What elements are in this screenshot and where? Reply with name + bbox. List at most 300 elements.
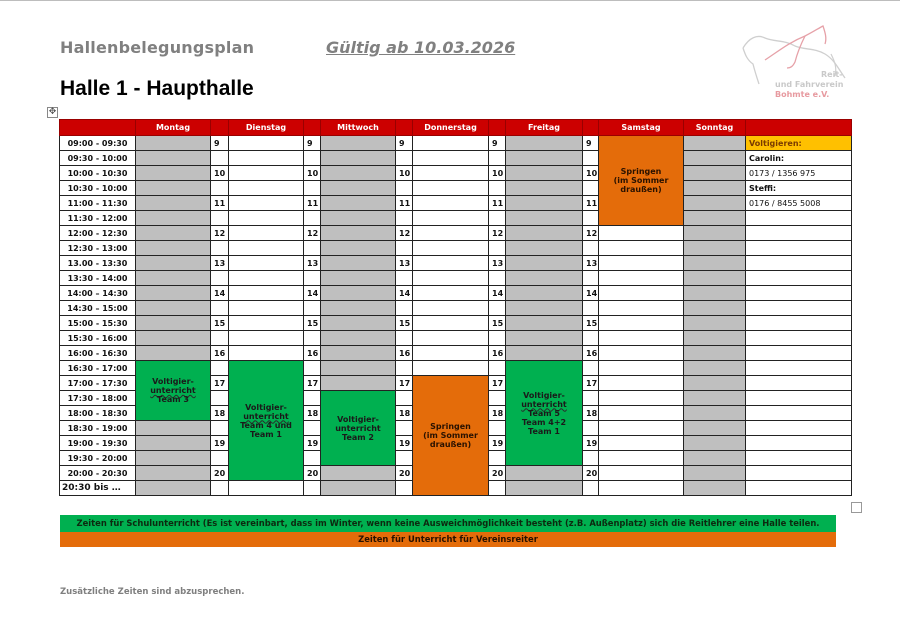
mittwoch-cell[interactable]	[321, 241, 396, 256]
freitag-cell[interactable]	[506, 166, 583, 181]
table-row	[60, 301, 852, 316]
block-line: unterricht	[150, 386, 196, 395]
mittwoch-cell[interactable]	[321, 136, 396, 151]
hour-mark: 19	[396, 436, 413, 451]
freitag-cell[interactable]	[506, 271, 583, 286]
info-cell	[746, 436, 852, 451]
dienstag-cell[interactable]	[229, 346, 304, 361]
hour-mark: 15	[211, 316, 229, 331]
sonntag-cell[interactable]	[684, 256, 746, 271]
freitag-voltigieren-block[interactable]	[506, 361, 583, 466]
hour-mark: 10	[211, 166, 229, 181]
samstag-cell[interactable]	[599, 406, 684, 421]
donnerstag-cell[interactable]	[413, 226, 489, 241]
freitag-cell[interactable]	[506, 256, 583, 271]
mittwoch-cell[interactable]	[321, 331, 396, 346]
sonntag-cell[interactable]	[684, 421, 746, 436]
hour-mark	[304, 211, 321, 226]
dienstag-cell[interactable]	[229, 241, 304, 256]
dienstag-cell[interactable]	[229, 271, 304, 286]
hour-mark: 18	[211, 406, 229, 421]
samstag-cell[interactable]	[599, 346, 684, 361]
info-cell	[746, 316, 852, 331]
info-cell	[746, 361, 852, 376]
block-line: unterricht	[521, 399, 567, 409]
sonntag-cell[interactable]	[684, 481, 746, 496]
hour-mark	[396, 151, 413, 166]
document-title: Hallenbelegungsplan	[60, 38, 255, 57]
montag-cell[interactable]	[136, 286, 211, 301]
time-slot: 10:30 - 10:00	[60, 181, 136, 196]
donnerstag-cell[interactable]	[413, 196, 489, 211]
day-header-dienstag: Dienstag	[229, 120, 304, 136]
block-line: Voltigier-	[245, 402, 287, 412]
freitag-cell[interactable]	[506, 481, 583, 496]
montag-cell[interactable]	[136, 301, 211, 316]
hour-mark	[211, 451, 229, 466]
montag-cell[interactable]	[136, 151, 211, 166]
hour-mark: 10	[396, 166, 413, 181]
donnerstag-cell[interactable]	[413, 166, 489, 181]
header-spacer	[489, 120, 506, 136]
hour-mark	[489, 361, 506, 376]
freitag-cell[interactable]	[506, 301, 583, 316]
hour-mark	[211, 481, 229, 496]
donnerstag-cell[interactable]	[413, 301, 489, 316]
donnerstag-cell[interactable]	[413, 271, 489, 286]
time-slot: 17:30 - 18:00	[60, 391, 136, 406]
block-line: Springen	[620, 167, 662, 176]
mittwoch-cell[interactable]	[321, 256, 396, 271]
sonntag-cell[interactable]	[684, 301, 746, 316]
samstag-springen-block[interactable]	[599, 136, 684, 226]
hour-mark	[304, 301, 321, 316]
hour-mark: 14	[489, 286, 506, 301]
info-cell	[746, 451, 852, 466]
hour-mark: 16	[304, 346, 321, 361]
freitag-cell[interactable]	[506, 151, 583, 166]
samstag-cell[interactable]	[599, 421, 684, 436]
samstag-cell[interactable]	[599, 331, 684, 346]
hour-mark	[211, 151, 229, 166]
hour-mark: 19	[489, 436, 506, 451]
time-slot: 18:00 - 18:30	[60, 406, 136, 421]
hour-mark	[489, 391, 506, 406]
time-slot: 19:30 - 20:00	[60, 451, 136, 466]
mittwoch-cell[interactable]	[321, 361, 396, 376]
hour-mark	[211, 271, 229, 286]
hour-mark	[489, 271, 506, 286]
freitag-cell[interactable]	[506, 181, 583, 196]
time-slot: 18:30 - 19:00	[60, 421, 136, 436]
table-row	[60, 181, 852, 196]
header-empty	[60, 120, 136, 136]
info-cell	[746, 211, 852, 226]
time-slot: 13.00 - 13:30	[60, 256, 136, 271]
time-slot: 14:00 – 14:30	[60, 286, 136, 301]
sonntag-cell[interactable]	[684, 166, 746, 181]
time-slot: 09:00 - 09:30	[60, 136, 136, 151]
hour-mark: 20	[396, 466, 413, 481]
table-row	[60, 361, 852, 376]
hour-mark	[489, 301, 506, 316]
donnerstag-cell[interactable]	[413, 316, 489, 331]
hour-mark: 11	[583, 196, 599, 211]
donnerstag-cell[interactable]	[413, 256, 489, 271]
samstag-cell[interactable]	[599, 241, 684, 256]
time-slot: 20:30 bis …	[60, 481, 136, 496]
montag-cell[interactable]	[136, 226, 211, 241]
legend-club-lessons: Zeiten für Unterricht für Vereinsreiter	[60, 532, 836, 547]
mittwoch-voltigieren-block[interactable]	[321, 391, 396, 466]
time-slot: 12:30 - 13:00	[60, 241, 136, 256]
hour-mark: 10	[583, 166, 599, 181]
montag-cell[interactable]	[136, 256, 211, 271]
block-line: Voltigier-	[152, 377, 194, 386]
mittwoch-cell[interactable]	[321, 166, 396, 181]
hour-mark: 17	[583, 376, 599, 391]
info-cell	[746, 391, 852, 406]
sonntag-cell[interactable]	[684, 331, 746, 346]
table-row	[60, 331, 852, 346]
montag-cell[interactable]	[136, 421, 211, 436]
samstag-cell[interactable]	[599, 466, 684, 481]
info-cell	[746, 301, 852, 316]
hour-mark	[583, 481, 599, 496]
logo-text-line3: Bohmte e.V.	[775, 90, 830, 99]
sonntag-cell[interactable]	[684, 136, 746, 151]
freitag-cell[interactable]	[506, 211, 583, 226]
dienstag-cell[interactable]	[229, 166, 304, 181]
dienstag-cell[interactable]	[229, 151, 304, 166]
hour-mark	[489, 151, 506, 166]
hour-mark: 17	[304, 376, 321, 391]
info-contact2-phone: 0176 / 8455 5008	[746, 196, 852, 211]
hour-mark	[489, 241, 506, 256]
mittwoch-cell[interactable]	[321, 286, 396, 301]
hour-mark: 20	[211, 466, 229, 481]
freitag-cell[interactable]	[506, 346, 583, 361]
samstag-cell[interactable]	[599, 226, 684, 241]
donnerstag-cell[interactable]	[413, 361, 489, 376]
mittwoch-cell[interactable]	[321, 151, 396, 166]
montag-cell[interactable]	[136, 436, 211, 451]
hour-mark	[211, 421, 229, 436]
sonntag-cell[interactable]	[684, 286, 746, 301]
montag-cell[interactable]	[136, 196, 211, 211]
hour-mark: 10	[304, 166, 321, 181]
samstag-cell[interactable]	[599, 316, 684, 331]
freitag-cell[interactable]	[506, 286, 583, 301]
hour-mark	[583, 331, 599, 346]
hour-mark: 19	[583, 436, 599, 451]
time-slot: 16:30 - 17:00	[60, 361, 136, 376]
sonntag-cell[interactable]	[684, 466, 746, 481]
montag-cell[interactable]	[136, 466, 211, 481]
samstag-cell[interactable]	[599, 436, 684, 451]
sonntag-cell[interactable]	[684, 226, 746, 241]
club-logo	[735, 20, 855, 102]
dienstag-voltigieren-block[interactable]	[229, 361, 304, 481]
hour-mark	[211, 331, 229, 346]
table-row	[60, 316, 852, 331]
time-slot: 15:00 - 15:30	[60, 316, 136, 331]
block-line: draußen)	[429, 440, 472, 449]
hour-mark	[583, 181, 599, 196]
samstag-cell[interactable]	[599, 301, 684, 316]
hour-mark	[211, 301, 229, 316]
montag-cell[interactable]	[136, 346, 211, 361]
time-slot: 20:00 - 20:30	[60, 466, 136, 481]
mittwoch-cell[interactable]	[321, 481, 396, 496]
samstag-cell[interactable]	[599, 451, 684, 466]
hour-mark: 17	[211, 376, 229, 391]
table-move-handle-icon[interactable]: ✥	[48, 107, 57, 117]
mittwoch-cell[interactable]	[321, 196, 396, 211]
time-slot: 19:00 - 19:30	[60, 436, 136, 451]
hour-mark	[396, 241, 413, 256]
mittwoch-cell[interactable]	[321, 181, 396, 196]
montag-cell[interactable]	[136, 181, 211, 196]
info-cell	[746, 331, 852, 346]
hour-mark	[583, 451, 599, 466]
hour-mark	[396, 421, 413, 436]
day-header-montag: Montag	[136, 120, 211, 136]
hour-mark: 12	[583, 226, 599, 241]
hour-mark	[304, 151, 321, 166]
hour-mark	[583, 361, 599, 376]
time-slot: 17:00 - 17:30	[60, 376, 136, 391]
header-spacer	[583, 120, 599, 136]
sonntag-cell[interactable]	[684, 361, 746, 376]
samstag-cell[interactable]	[599, 271, 684, 286]
time-slot: 11:30 - 12:00	[60, 211, 136, 226]
montag-cell[interactable]	[136, 211, 211, 226]
montag-cell[interactable]	[136, 331, 211, 346]
hour-mark: 10	[489, 166, 506, 181]
samstag-cell[interactable]	[599, 256, 684, 271]
block-line: Team 1	[250, 429, 282, 439]
info-cell	[746, 286, 852, 301]
hour-mark: 13	[304, 256, 321, 271]
hour-mark: 19	[211, 436, 229, 451]
hour-mark: 11	[304, 196, 321, 211]
freitag-cell[interactable]	[506, 466, 583, 481]
hour-mark	[396, 451, 413, 466]
samstag-cell[interactable]	[599, 286, 684, 301]
hour-mark: 9	[489, 136, 506, 151]
time-slot: 13:30 - 14:00	[60, 271, 136, 286]
hour-mark: 13	[583, 256, 599, 271]
hall-title: Halle 1 - Haupthalle	[60, 77, 254, 100]
hour-mark	[304, 241, 321, 256]
freitag-cell[interactable]	[506, 331, 583, 346]
donnerstag-cell[interactable]	[413, 241, 489, 256]
donnerstag-springen-block[interactable]	[413, 376, 489, 496]
mittwoch-cell[interactable]	[321, 271, 396, 286]
table-row	[60, 271, 852, 286]
sonntag-cell[interactable]	[684, 436, 746, 451]
info-cell	[746, 271, 852, 286]
table-row	[60, 166, 852, 181]
hour-mark: 14	[211, 286, 229, 301]
freitag-cell[interactable]	[506, 226, 583, 241]
sonntag-cell[interactable]	[684, 316, 746, 331]
hour-mark: 18	[396, 406, 413, 421]
dienstag-cell[interactable]	[229, 136, 304, 151]
sonntag-cell[interactable]	[684, 271, 746, 286]
header-spacer	[396, 120, 413, 136]
montag-cell[interactable]	[136, 136, 211, 151]
hour-mark	[489, 181, 506, 196]
hour-mark	[396, 331, 413, 346]
donnerstag-cell[interactable]	[413, 331, 489, 346]
hour-mark	[489, 211, 506, 226]
dienstag-cell[interactable]	[229, 256, 304, 271]
freitag-cell[interactable]	[506, 136, 583, 151]
block-line: (im Sommer	[423, 431, 478, 440]
hour-mark: 18	[304, 406, 321, 421]
day-header-freitag: Freitag	[506, 120, 583, 136]
sonntag-cell[interactable]	[684, 346, 746, 361]
info-cell	[746, 256, 852, 271]
sonntag-cell[interactable]	[684, 151, 746, 166]
donnerstag-cell[interactable]	[413, 286, 489, 301]
samstag-cell[interactable]	[599, 376, 684, 391]
table-row	[60, 226, 852, 241]
hour-mark	[396, 391, 413, 406]
header-spacer	[211, 120, 229, 136]
sonntag-cell[interactable]	[684, 451, 746, 466]
sonntag-cell[interactable]	[684, 196, 746, 211]
sonntag-cell[interactable]	[684, 391, 746, 406]
valid-from-date: Gültig ab 10.03.2026	[326, 38, 516, 57]
hour-mark: 11	[211, 196, 229, 211]
dienstag-cell[interactable]	[229, 481, 304, 496]
montag-cell[interactable]	[136, 241, 211, 256]
info-cell	[746, 226, 852, 241]
day-header-donnerstag: Donnerstag	[413, 120, 489, 136]
info-heading: Voltigieren:	[746, 136, 852, 151]
table-row	[60, 346, 852, 361]
hour-mark: 13	[489, 256, 506, 271]
freitag-cell[interactable]	[506, 316, 583, 331]
hour-mark: 18	[489, 406, 506, 421]
montag-cell[interactable]	[136, 481, 211, 496]
samstag-cell[interactable]	[599, 391, 684, 406]
block-line: draußen)	[620, 185, 662, 194]
hour-mark	[583, 151, 599, 166]
mittwoch-cell[interactable]	[321, 211, 396, 226]
donnerstag-cell[interactable]	[413, 181, 489, 196]
page-top-border	[0, 0, 900, 1]
time-slot: 15:30 - 16:00	[60, 331, 136, 346]
sonntag-cell[interactable]	[684, 181, 746, 196]
mittwoch-cell[interactable]	[321, 346, 396, 361]
dienstag-cell[interactable]	[229, 316, 304, 331]
dienstag-cell[interactable]	[229, 331, 304, 346]
block-line: Team 4 und	[240, 420, 292, 430]
sonntag-cell[interactable]	[684, 211, 746, 226]
table-row	[60, 241, 852, 256]
montag-cell[interactable]	[136, 451, 211, 466]
hour-mark: 14	[304, 286, 321, 301]
block-line: unterricht	[335, 423, 381, 433]
freitag-cell[interactable]	[506, 196, 583, 211]
hour-mark	[396, 301, 413, 316]
block-line: Team 5	[528, 408, 560, 418]
hour-mark: 16	[396, 346, 413, 361]
samstag-cell[interactable]	[599, 361, 684, 376]
mittwoch-cell[interactable]	[321, 226, 396, 241]
table-row	[60, 256, 852, 271]
sonntag-cell[interactable]	[684, 241, 746, 256]
samstag-cell[interactable]	[599, 481, 684, 496]
dienstag-cell[interactable]	[229, 196, 304, 211]
hour-mark: 15	[583, 316, 599, 331]
day-header-samstag: Samstag	[599, 120, 684, 136]
hour-mark: 13	[396, 256, 413, 271]
logo-text-line2: und Fahrverein	[775, 80, 844, 89]
hour-mark	[583, 301, 599, 316]
montag-cell[interactable]	[136, 271, 211, 286]
hour-mark	[583, 241, 599, 256]
dienstag-cell[interactable]	[229, 286, 304, 301]
donnerstag-cell[interactable]	[413, 151, 489, 166]
hour-mark	[396, 481, 413, 496]
mittwoch-cell[interactable]	[321, 316, 396, 331]
block-line: Voltigier-	[523, 390, 565, 400]
hour-mark: 12	[489, 226, 506, 241]
montag-cell[interactable]	[136, 166, 211, 181]
sonntag-cell[interactable]	[684, 376, 746, 391]
hour-mark	[583, 211, 599, 226]
info-contact1-name: Carolin:	[746, 151, 852, 166]
freitag-cell[interactable]	[506, 241, 583, 256]
hour-mark: 14	[583, 286, 599, 301]
mittwoch-cell[interactable]	[321, 301, 396, 316]
block-line: Team 1	[528, 426, 560, 436]
hour-mark: 12	[396, 226, 413, 241]
legend-school-lessons: Zeiten für Schulunterricht (Es ist vereinbart, dass im Winter, wenn keine Ausweichmöglichkeit besteht (z.B. Außenplatz) sich die Reitlehrer eine Halle teilen.	[60, 515, 836, 532]
hour-mark	[396, 361, 413, 376]
hour-mark	[304, 421, 321, 436]
info-cell	[746, 421, 852, 436]
montag-voltigieren-block[interactable]	[136, 361, 211, 421]
hour-mark	[489, 451, 506, 466]
mittwoch-cell[interactable]	[321, 466, 396, 481]
hour-mark: 9	[304, 136, 321, 151]
sonntag-cell[interactable]	[684, 406, 746, 421]
dienstag-cell[interactable]	[229, 181, 304, 196]
dienstag-cell[interactable]	[229, 301, 304, 316]
donnerstag-cell[interactable]	[413, 346, 489, 361]
hour-mark: 20	[304, 466, 321, 481]
hour-mark: 16	[211, 346, 229, 361]
hour-mark	[396, 211, 413, 226]
header-spacer	[304, 120, 321, 136]
hour-mark	[211, 391, 229, 406]
donnerstag-cell[interactable]	[413, 136, 489, 151]
dienstag-cell[interactable]	[229, 226, 304, 241]
time-slot: 10:00 - 10:30	[60, 166, 136, 181]
info-contact1-phone: 0173 / 1356 975	[746, 166, 852, 181]
donnerstag-cell[interactable]	[413, 211, 489, 226]
table-resize-handle[interactable]	[851, 502, 862, 513]
mittwoch-cell[interactable]	[321, 376, 396, 391]
dienstag-cell[interactable]	[229, 211, 304, 226]
montag-cell[interactable]	[136, 316, 211, 331]
